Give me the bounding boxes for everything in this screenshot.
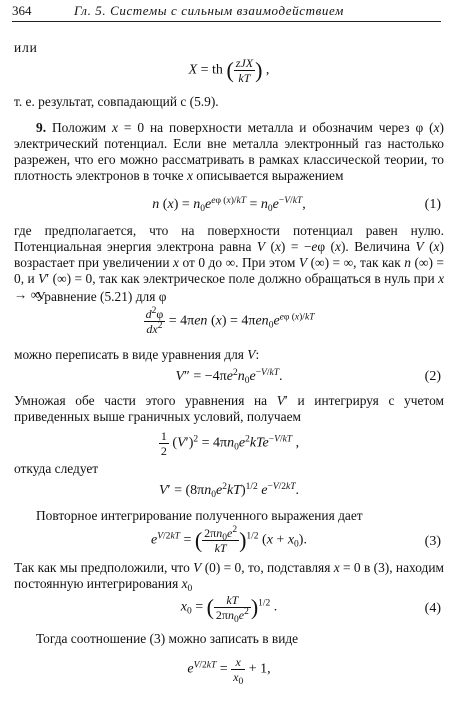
- paragraph-potential: где предполагается, что на поверхности потенциал равен нулю. Потенциальная энергия электрона равна V (x) = −eφ (x). Величина V (x) возрастает при увеличении x от 0 до ∞. При этом V (∞) = ∞, так как n (∞) = 0, и V′ (∞) = 0, так как электрическое поле должно обращаться в нуль при x → ∞.: [14, 223, 445, 302]
- equation-3-number: (3): [424, 534, 441, 549]
- equation-2-number: (2): [424, 369, 441, 384]
- paragraph-eq521: Уравнение (5.21) для φ: [36, 289, 167, 304]
- equation-energy: $\frac{1}{2}$ $(V')^2 = 4\pi n_0e^2kTe^{-V/kT}$ ,: [160, 429, 300, 458]
- running-header: [12, 3, 441, 22]
- paragraph-hence: откуда следует: [14, 461, 99, 476]
- page-number: 364: [12, 3, 32, 18]
- equation-1-number: (1): [424, 197, 441, 212]
- equation-vprime: $V' = (8\pi n_0e^2kT)^{1/2}$ $e^{-V/2kT}$.: [158, 482, 300, 500]
- paragraph-multiply: Умножая обе части этого уравнения на V′ и интегрируя с учетом приведенных выше граничных условий, получаем: [14, 393, 444, 424]
- equation-4: $x_0$ = ( $\frac{kT}{2\pi n_0e^2}$ )$^{1/2}$ .: [180, 593, 278, 625]
- paragraph-repeat: Повторное интегрирование полученного выражения дает: [36, 508, 363, 523]
- equation-tanh: X = th ( $\frac{\text{zJX}}{kT}$ ) ,: [188, 56, 270, 85]
- paragraph-9: 9. Положим x = 0 на поверхности металла и обозначим через φ (x) электрический потенциал. Если вне металла электронный газ настолько разрежен, что его можно рассматривать в рамках классической теории, то плотность электронов в точке x описывается выражением: [14, 120, 444, 183]
- equation-4-number: (4): [424, 601, 441, 616]
- equation-1: n $(x) = n_0e^{e\varphi (x)/kT} = n_0e^{-V/kT}$,: [152, 196, 306, 214]
- paragraph-then: Тогда соотношение (3) можно записать в виде: [36, 631, 299, 646]
- text-ili: или: [14, 40, 38, 55]
- paragraph-rewrite: можно переписать в виде уравнения для V:: [14, 347, 260, 362]
- equation-2: $V'' = -4\pi e^2n_0e^{-V/kT}$.: [175, 368, 283, 386]
- running-title: Гл. 5. Системы с сильным взаимодействием: [74, 3, 344, 18]
- equation-3: $e^{V/2kT}$ = ( $\frac{2\pi n_0e^2}{kT}$ )$^{1/2}$ $(x + x_0)$.: [151, 525, 307, 555]
- paragraph-assumed: Так как мы предположили, что V (0) = 0, то, подставляя x = 0 в (3), находим постоянную интегрирования $x_0$: [14, 560, 444, 594]
- equation-poisson: $\frac{d^2\varphi}{dx^2}$ = 4πen $(x) = 4\pi en_0e^{e\varphi (x)/kT}$: [145, 306, 315, 336]
- equation-5: $e^{V/2kT}$ = $\frac{x}{x_0}$ + 1,: [187, 655, 271, 687]
- paragraph-result: т. е. результат, совпадающий с (5.9).: [14, 94, 219, 109]
- paragraph-number: 9.: [36, 120, 47, 135]
